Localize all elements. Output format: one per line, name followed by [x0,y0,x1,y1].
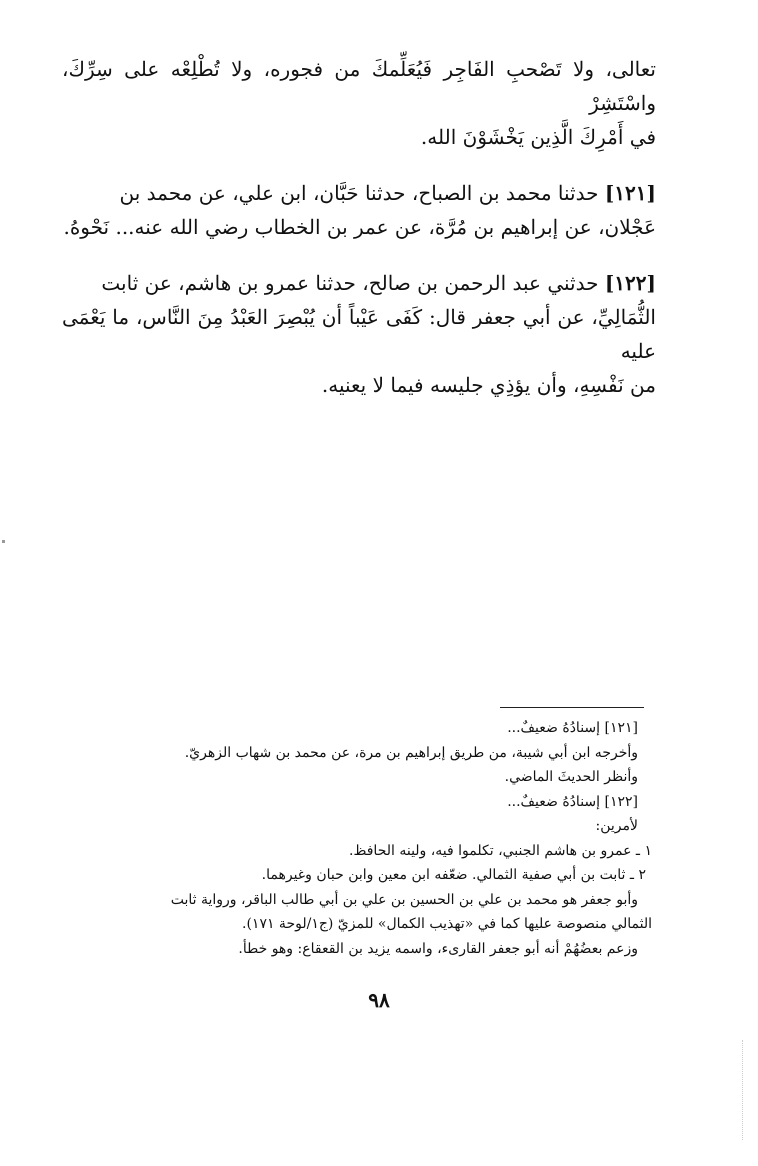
footnote-line: وزعم بعضُهُمْ أنه أبو جعفر القارىء، واسمه يزيد بن القعقاع: وهو خطأ. [238,940,638,957]
footnote-line: وأنظر الحديثَ الماضي. [504,769,638,785]
footnote-line: وأبو جعفر هو محمد بن علي بن الحسين بن علي بن أبي طالب الباقر، ورواية ثابت [170,891,638,908]
hadith-122 [62,266,656,402]
text-line: الثُّمَالِيِّ، عن أبي جعفر قال: كَفَى عَيْباً أن يُبْصِرَ العَبْدُ مِنَ النَّاس، ما يَعْمَى عليه [62,305,656,363]
footnote-list-item: ١ ـ عمرو بن هاشم الجنبي، تكلموا فيه، ولينه الحافظ. [349,842,652,859]
hadith-number: [١٢٢] [604,271,656,295]
hadith-number: [١٢١] [604,181,656,205]
text-line: تعالى، ولا تَصْحبِ الفَاجِر فَيُعَلِّمكَ من فجوره، ولا تُطْلِعْه على سِرِّكَ، واسْتَشِرْ [62,57,656,115]
paragraph-continuation [62,52,656,154]
footnote-line: لأمرين: [595,818,638,834]
scan-artifact [742,1040,747,1140]
text-line: عَجْلان، عن إبراهيم بن مُرَّة، عن عمر بن الخطاب رضي الله عنه... نَحْوهُ. [63,215,656,239]
footnote-121-heading: [١٢١] إسنادُهُ ضعيفٌ... [507,720,638,736]
scan-artifact [2,540,5,543]
footnote-line: وأخرجه ابن أبي شيبة، من طريق إبراهيم بن مرة، عن محمد بن شهاب الزهريّ. [184,744,638,761]
footnote-list-item: ٢ ـ ثابت بن أبي صفية الثمالي. ضعّفه ابن معين وابن حبان وغيرهما. [261,867,646,883]
page-number: ٩٨ [368,988,390,1012]
text-line: حدثني عبد الرحمن بن صالح، حدثنا عمرو بن هاشم، عن ثابت [101,271,599,295]
footnote-line: الثمالي منصوصة عليها كما في «تهذيب الكمال» للمزيّ (ج١/لوحة ١٧١). [242,916,652,932]
text-line: في أَمْرِكَ الَّذِين يَخْشَوْنَ الله. [420,125,656,149]
footnote-122-heading: [١٢٢] إسنادُهُ ضعيفٌ... [507,793,638,810]
footnotes [60,716,652,961]
main-text [62,52,656,424]
footnote-divider [500,707,644,708]
hadith-121 [62,176,656,244]
text-line: حدثنا محمد بن الصباح، حدثنا حَبَّان، ابن علي، عن محمد بن [119,181,599,205]
text-line: من نَفْسِهِ، وأن يؤذِي جليسه فيما لا يعنيه. [321,373,656,397]
